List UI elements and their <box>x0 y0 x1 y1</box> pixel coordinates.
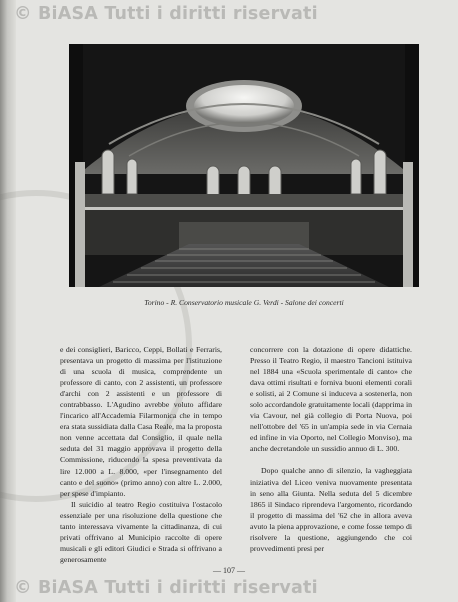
concert-hall-image <box>69 44 419 287</box>
paragraph: Il suicidio al teatro Regio costituiva l'ostacolo essenziale per una risoluzione della questione che tanto interessava vivamente la cittadinanza, di cui privati offrivano al Municipio raccolte di opere musicali e gli editori Giudici e Strada si offrivano a generosamente <box>60 499 222 564</box>
page-number: — 107 — <box>213 566 245 575</box>
paragraph: Dopo qualche anno di silenzio, la vagheggiata iniziativa del Liceo veniva nuovamente presentata in seno alla Giunta. Nella seduta del 5 dicembre 1865 il Sindaco riprendeva l'argomento, ricordando il progetto di massima del '62 che in allora aveva avuto la piena approvazione, e come fosse tempo di risolvere la questione, aggiungendo che coi provvedimenti presi per <box>250 466 412 553</box>
paragraph: concorrere con la dotazione di opere didattiche. Presso il Teatro Regio, il maestro Tancioni istituiva nel 1884 una «Scuola sperimentale di canto» che dava ottimi risultati e forniva buoni elementi corali e solisti, ai 2 Comune si induceva a sostenerla, non solo accordandole gratuitamente locali (dapprima in via Cavour, nel già collegio di Porta Nuova, poi nell'ottobre del '65 in un'ampia sede in via Cernaia ed infine in via Oporto, nel Collegio Monviso), ma anche decretandole un sussidio annuo di L. 300. <box>250 345 412 454</box>
watermark-bottom: © BiASA Tutti i diritti riservati <box>14 578 318 598</box>
concert-hall-photo <box>69 44 419 287</box>
text-column-left <box>60 344 222 565</box>
text-column-right <box>250 344 412 554</box>
paragraph: e dei consiglieri, Baricco, Ceppi, Bollati e Ferraris, presentava un progetto di massima per l'istituzione di una scuola di musica, comprendente un professore di canto, con 2 assistenti, un professore d'archi con 2 assistenti e un professore di contrabbasso. L'Agudino avrebbe voluto affidare l'incarico all'Accademia Filarmonica che in tempo era stata sussidiata dalla Casa Reale, ma la proposta non venne accettata dal Consiglio, il quale nella seduta del 31 maggio approvava il progetto della Commissione, riducendo la spesa preventivata da lire 12.000 a L. 8.000, «per l'insegnamento del canto e del suono» (primo anno) con altre L. 2.000, per spese d'impianto. <box>60 345 222 498</box>
photo-caption: Torino - R. Conservatorio musicale G. Verdi - Salone dei concerti <box>144 298 344 307</box>
watermark-top: © BiASA Tutti i diritti riservati <box>14 4 318 24</box>
